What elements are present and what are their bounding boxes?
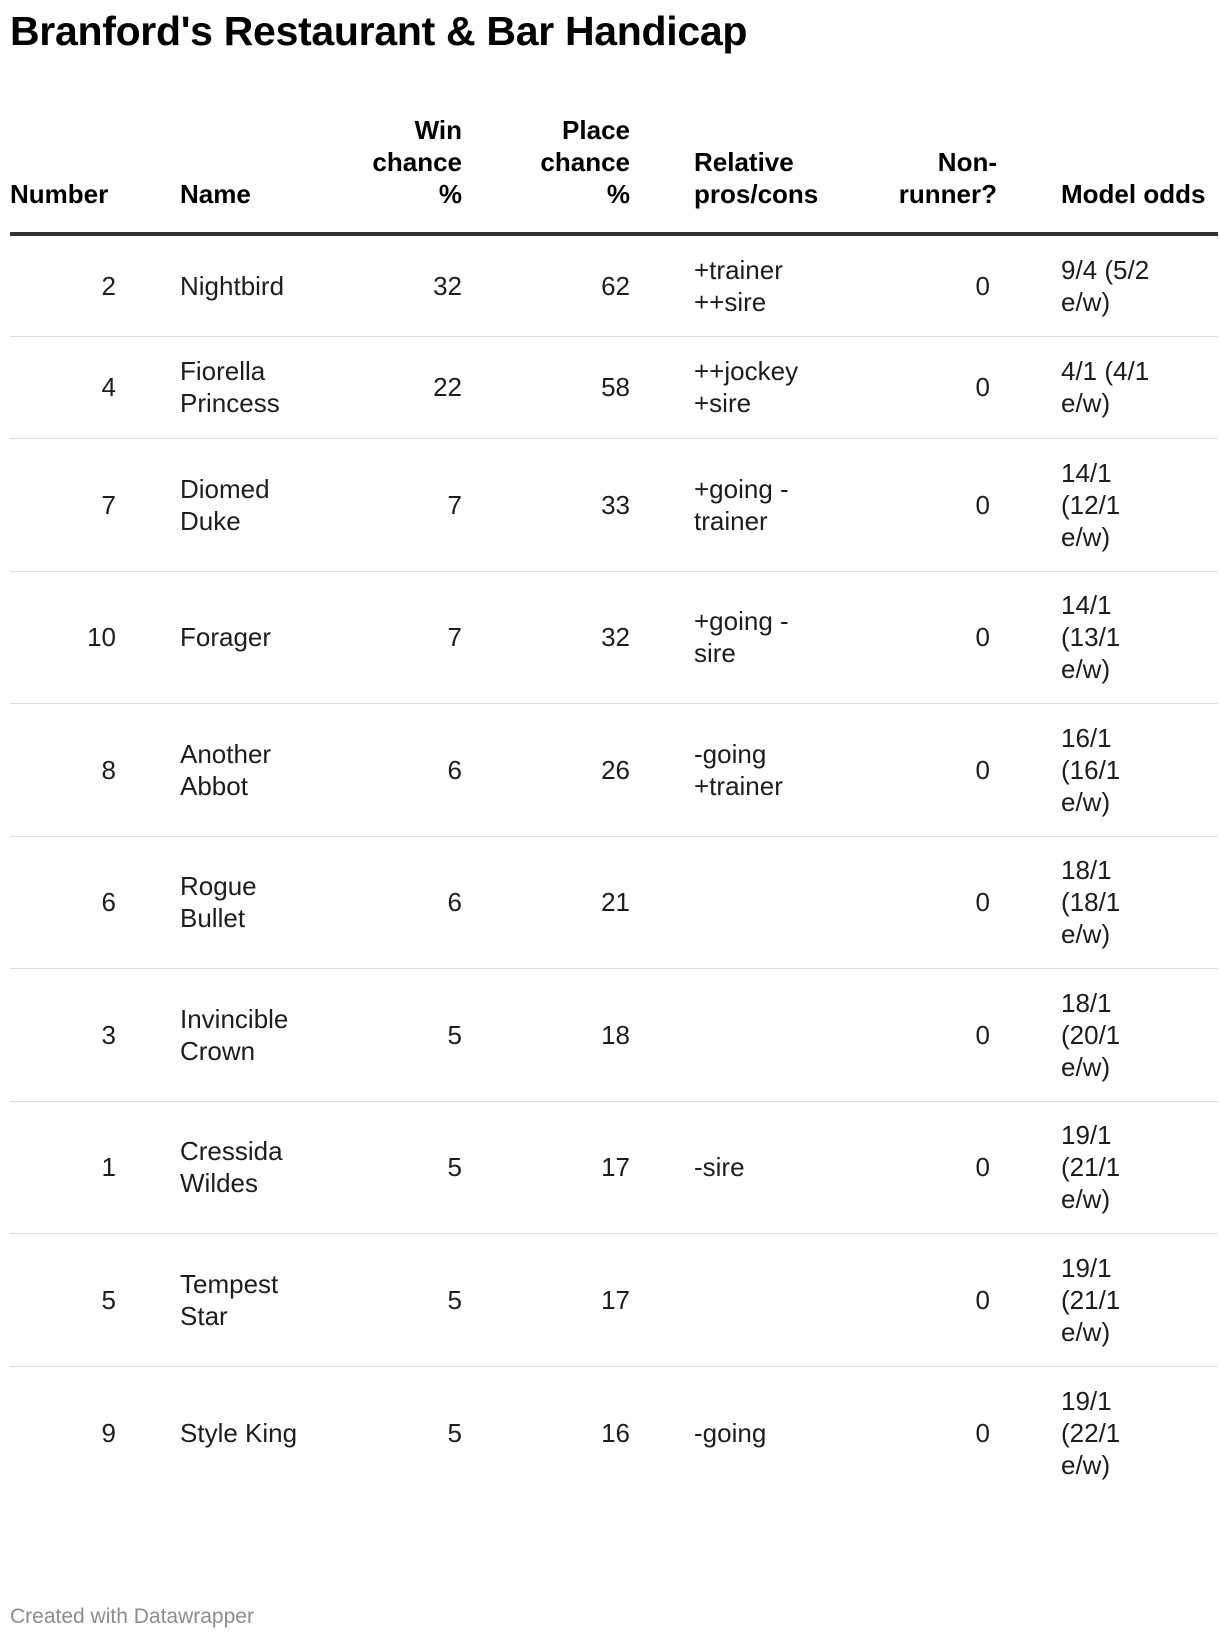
cell-win-chance: 7 xyxy=(447,489,462,520)
table-row xyxy=(10,703,1218,836)
cell-pros-cons: +going -trainer xyxy=(694,473,789,536)
table-row xyxy=(10,438,1218,571)
chart-title: Branford's Restaurant & Bar Handicap xyxy=(10,8,748,54)
column-header-name: Name xyxy=(116,112,283,234)
cell-place-chance: 26 xyxy=(601,754,630,785)
cell-non-runner: 0 xyxy=(975,1417,990,1448)
cell-number: 6 xyxy=(101,887,116,917)
cell-name: Cressida Wildes xyxy=(180,1136,283,1198)
cell-place-chance: 21 xyxy=(601,887,630,917)
cell-non-runner: 0 xyxy=(975,489,990,520)
cell-pros-cons: -going +trainer xyxy=(694,738,783,801)
cell-number: 4 xyxy=(101,372,116,402)
cell-number: 8 xyxy=(101,754,116,785)
cell-win-chance: 22 xyxy=(433,372,462,402)
cell-name: Tempest Star xyxy=(180,1268,279,1331)
column-header-pros-cons: Relative pros/cons xyxy=(630,112,830,234)
cell-place-chance: 58 xyxy=(601,372,630,402)
cell-win-chance: 5 xyxy=(447,1284,462,1315)
cell-non-runner: 0 xyxy=(975,1019,990,1050)
cell-model-odds: 19/1 (21/1 e/w) xyxy=(1061,1252,1121,1347)
table-row xyxy=(10,836,1218,968)
cell-name: Nightbird xyxy=(180,270,285,301)
cell-non-runner: 0 xyxy=(975,1152,990,1182)
table-row xyxy=(10,336,1218,438)
cell-model-odds: 14/1 (12/1 e/w) xyxy=(1061,457,1121,552)
cell-number: 10 xyxy=(87,622,116,652)
cell-model-odds: 18/1 (18/1 e/w) xyxy=(1061,855,1121,949)
cell-pros-cons: -going xyxy=(694,1417,767,1448)
cell-win-chance: 6 xyxy=(447,887,462,917)
cell-model-odds: 19/1 (22/1 e/w) xyxy=(1061,1385,1121,1480)
column-header-win-chance: Win chance % xyxy=(372,115,462,209)
cell-number: 1 xyxy=(101,1152,116,1182)
cell-pros-cons: -sire xyxy=(694,1152,745,1182)
cell-name: Diomed Duke xyxy=(180,473,270,536)
cell-place-chance: 17 xyxy=(601,1152,630,1182)
table-row xyxy=(10,1101,1218,1233)
cell-place-chance: 33 xyxy=(601,489,630,520)
cell-name: Style King xyxy=(180,1417,298,1448)
table-row xyxy=(10,234,1218,336)
cell-place-chance: 18 xyxy=(601,1019,630,1050)
column-header-number: Number xyxy=(10,112,116,234)
cell-non-runner: 0 xyxy=(975,622,990,652)
cell-win-chance: 6 xyxy=(447,754,462,785)
cell-number: 2 xyxy=(101,270,116,301)
cell-model-odds: 16/1 (16/1 e/w) xyxy=(1061,722,1121,817)
table-row xyxy=(10,1366,1218,1499)
cell-number: 7 xyxy=(101,489,116,520)
cell-name: Invincible Crown xyxy=(180,1003,289,1066)
column-header-non-runner: Non-runner? xyxy=(898,147,997,209)
cell-place-chance: 16 xyxy=(601,1417,630,1448)
cell-win-chance: 5 xyxy=(447,1152,462,1182)
cell-place-chance: 32 xyxy=(601,622,630,652)
handicap-table xyxy=(10,112,1218,1499)
cell-win-chance: 5 xyxy=(447,1417,462,1448)
cell-number: 9 xyxy=(101,1417,116,1448)
cell-place-chance: 17 xyxy=(601,1284,630,1315)
cell-win-chance: 5 xyxy=(447,1019,462,1050)
table-body xyxy=(10,234,1218,1499)
cell-model-odds: 4/1 (4/1 e/w) xyxy=(1061,356,1150,418)
cell-non-runner: 0 xyxy=(975,754,990,785)
cell-win-chance: 32 xyxy=(433,270,462,301)
cell-name: Another Abbot xyxy=(180,738,272,801)
cell-pros-cons: +going -sire xyxy=(694,606,789,668)
cell-model-odds: 18/1 (20/1 e/w) xyxy=(1061,987,1121,1082)
cell-number: 5 xyxy=(101,1284,116,1315)
cell-name: Fiorella Princess xyxy=(180,356,280,418)
cell-win-chance: 7 xyxy=(447,622,462,652)
cell-non-runner: 0 xyxy=(975,372,990,402)
cell-model-odds: 9/4 (5/2 e/w) xyxy=(1061,254,1150,317)
table-row xyxy=(10,571,1218,703)
cell-model-odds: 19/1 (21/1 e/w) xyxy=(1061,1120,1121,1214)
column-header-place-chance: Place chance % xyxy=(540,115,630,209)
column-header-model-odds: Model odds xyxy=(997,112,1218,234)
cell-number: 3 xyxy=(101,1019,116,1050)
table-row xyxy=(10,1233,1218,1366)
header-row xyxy=(10,112,1218,234)
cell-non-runner: 0 xyxy=(975,1284,990,1315)
cell-pros-cons: ++jockey +sire xyxy=(694,356,799,418)
cell-non-runner: 0 xyxy=(975,887,990,917)
cell-model-odds: 14/1 (13/1 e/w) xyxy=(1061,590,1121,684)
cell-place-chance: 62 xyxy=(601,270,630,301)
cell-pros-cons: +trainer ++sire xyxy=(694,254,783,317)
datawrapper-credit: Created with Datawrapper xyxy=(10,1605,254,1628)
cell-non-runner: 0 xyxy=(975,270,990,301)
cell-name: Forager xyxy=(180,622,272,652)
table-row xyxy=(10,968,1218,1101)
cell-name: Rogue Bullet xyxy=(180,871,257,933)
